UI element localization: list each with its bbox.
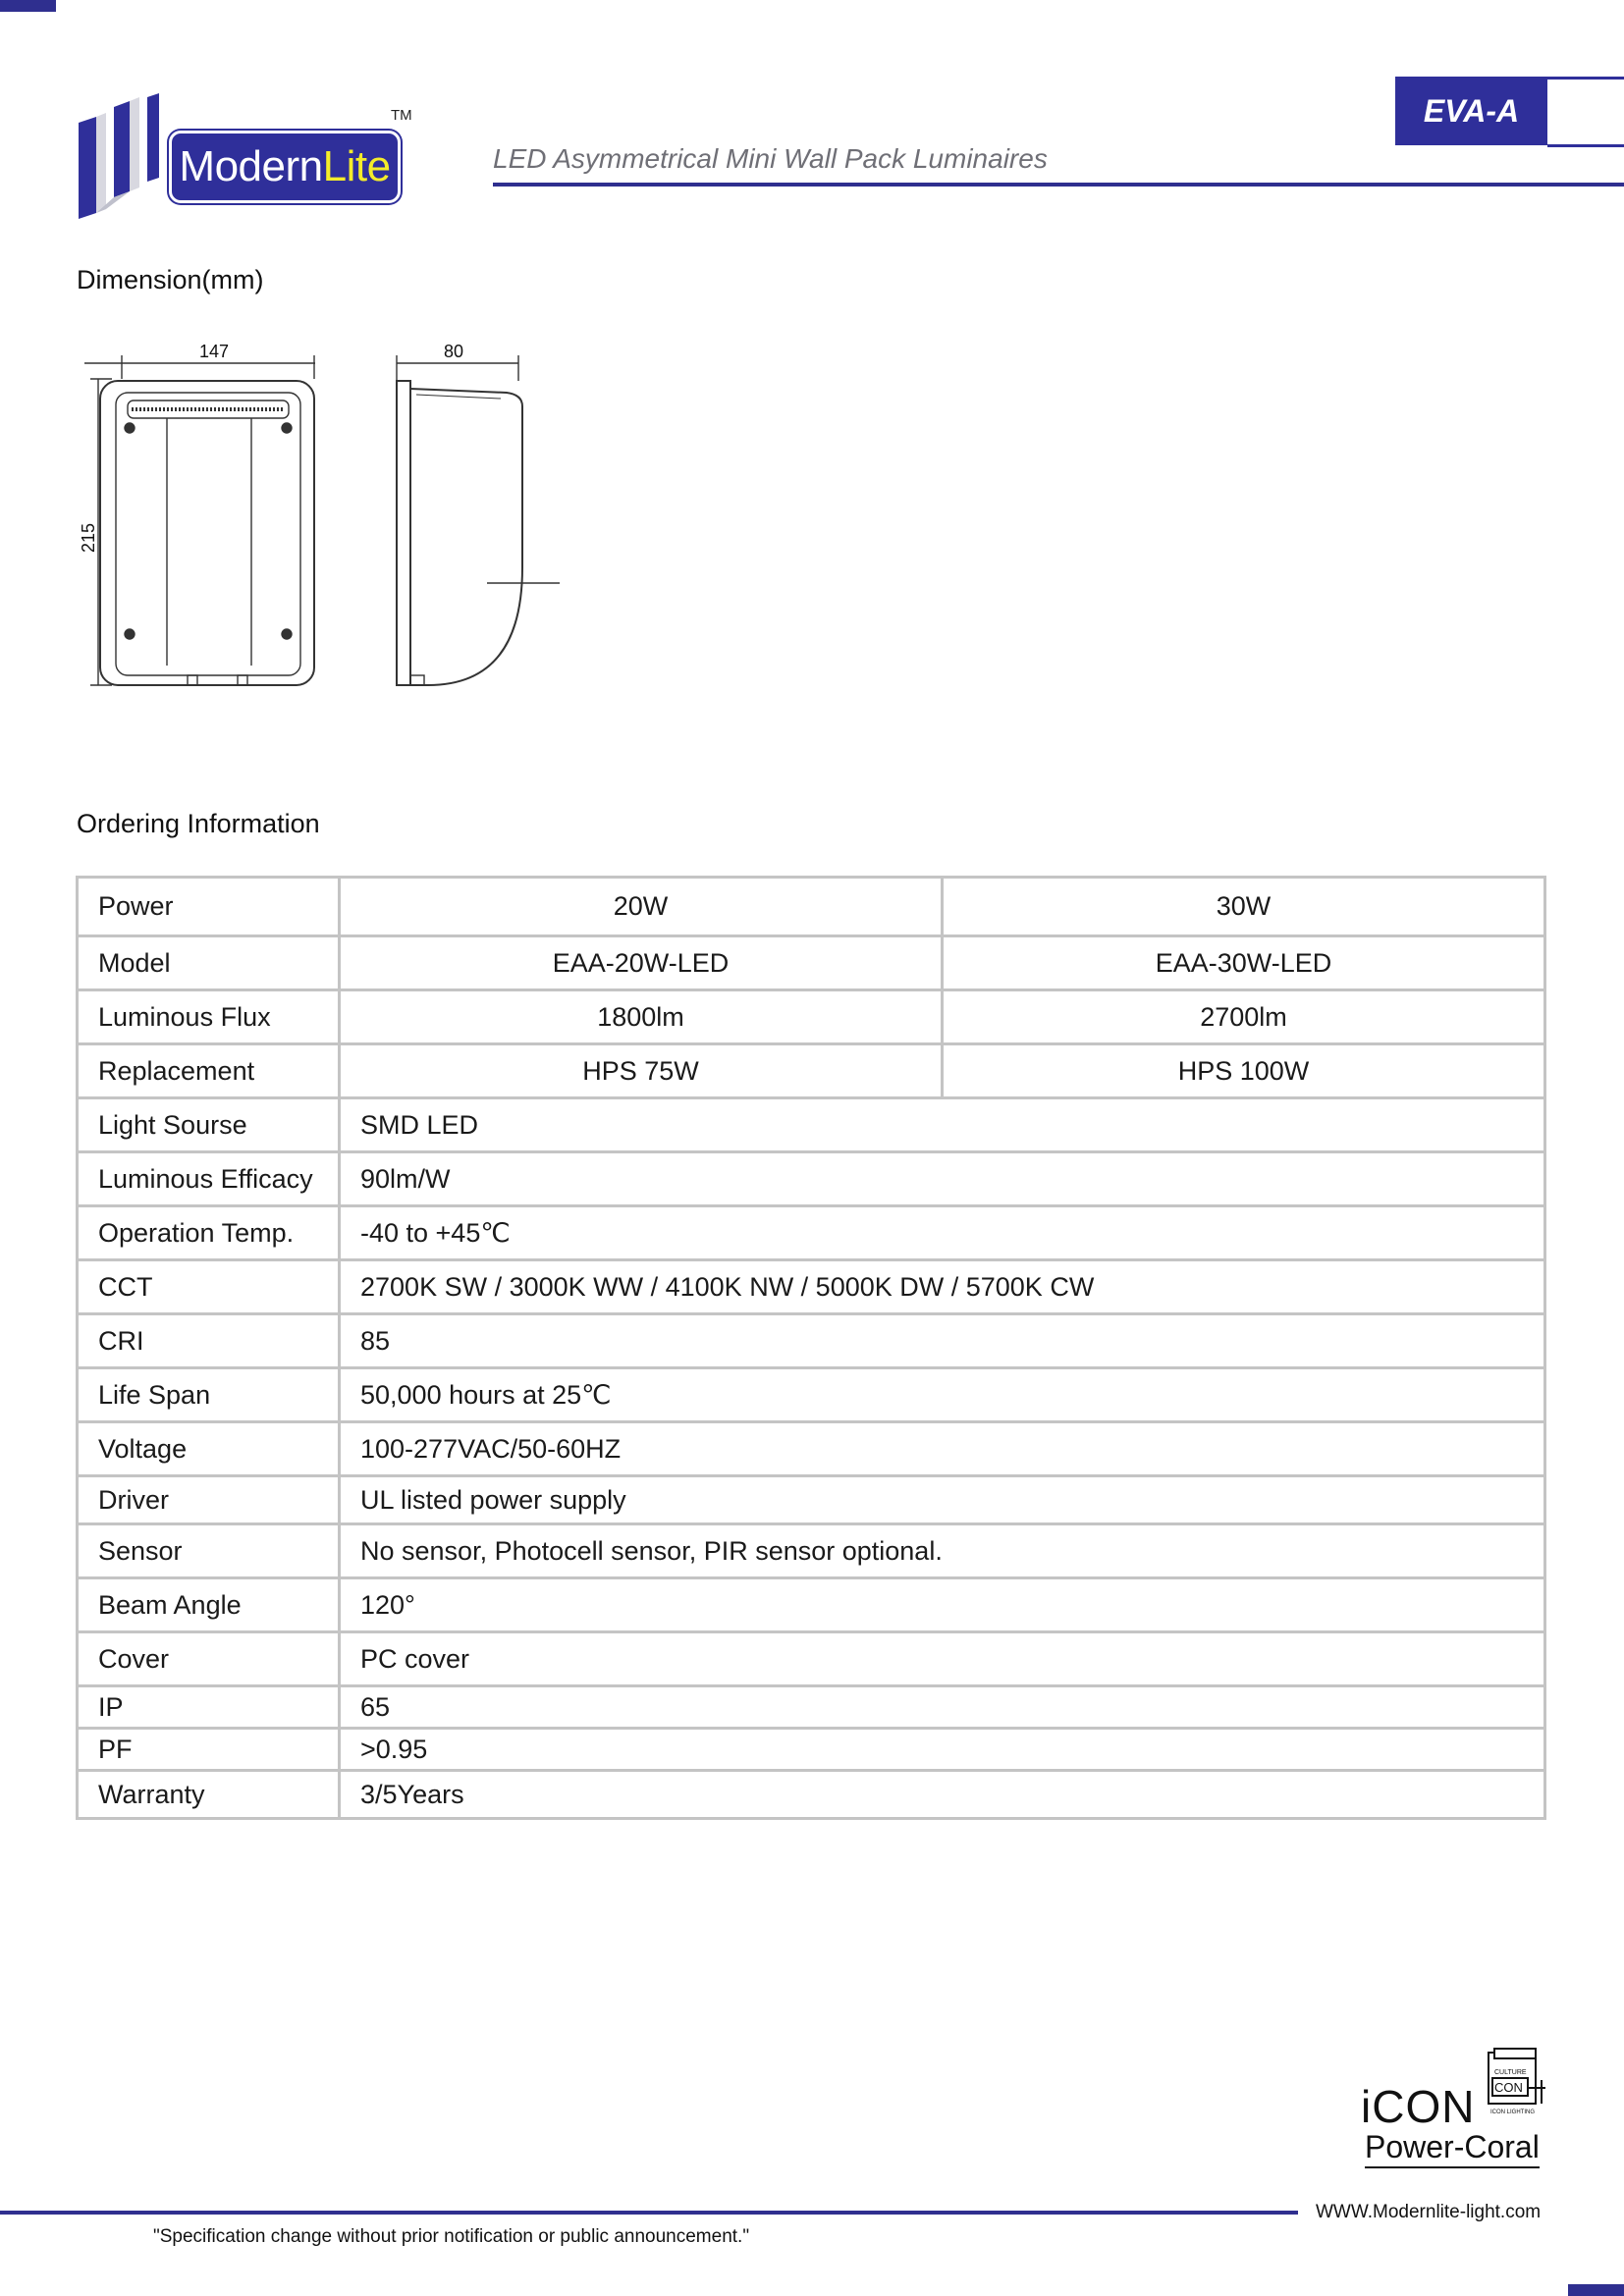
row-value: >0.95 bbox=[340, 1729, 1545, 1771]
row-value-30w: EAA-30W-LED bbox=[943, 936, 1545, 990]
table-row bbox=[78, 1524, 1545, 1578]
row-value: 120° bbox=[340, 1578, 1545, 1632]
svg-text:CULTURE: CULTURE bbox=[1494, 2069, 1527, 2076]
partner-name: iCON bbox=[1361, 2081, 1476, 2132]
row-value: 85 bbox=[340, 1314, 1545, 1368]
row-label: Beam Angle bbox=[78, 1578, 340, 1632]
row-value: UL listed power supply bbox=[340, 1476, 1545, 1524]
footer-rule bbox=[0, 2211, 1298, 2215]
table-row bbox=[78, 1729, 1545, 1771]
row-value: 90lm/W bbox=[340, 1152, 1545, 1206]
row-value-20w: EAA-20W-LED bbox=[340, 936, 943, 990]
row-value-20w: HPS 75W bbox=[340, 1044, 943, 1098]
row-label: Warranty bbox=[78, 1771, 340, 1819]
dimension-title: Dimension(mm) bbox=[77, 265, 264, 294]
row-value: No sensor, Photocell sensor, PIR sensor optional. bbox=[340, 1524, 1545, 1578]
logo-wordmark: ModernLite bbox=[169, 131, 401, 203]
product-code-outline bbox=[1547, 77, 1624, 147]
table-row bbox=[78, 1771, 1545, 1819]
website-link[interactable]: WWW.Modernlite-light.com bbox=[1316, 2202, 1542, 2222]
product-code: EVA-A bbox=[1395, 77, 1547, 145]
corner-accent-top bbox=[0, 0, 56, 12]
partner-mark-icon bbox=[1483, 2047, 1551, 2115]
row-value: -40 to +45℃ bbox=[340, 1206, 1545, 1260]
row-value: 2700K SW / 3000K WW / 4100K NW / 5000K DW / 5700K CW bbox=[340, 1260, 1545, 1314]
trademark-symbol: TM bbox=[391, 107, 412, 124]
row-label: Model bbox=[78, 936, 340, 990]
table-row bbox=[78, 1476, 1545, 1524]
row-value: SMD LED bbox=[340, 1098, 1545, 1152]
row-label: Luminous Efficacy bbox=[78, 1152, 340, 1206]
row-value-30w: 2700lm bbox=[943, 990, 1545, 1044]
row-label: Sensor bbox=[78, 1524, 340, 1578]
row-label: PF bbox=[78, 1729, 340, 1771]
dimension-drawing bbox=[75, 342, 585, 695]
row-label: Cover bbox=[78, 1632, 340, 1686]
table-row bbox=[78, 1314, 1545, 1368]
partner-subname: Power-Coral bbox=[1365, 2129, 1540, 2168]
disclaimer: "Specification change without prior notification or public announcement." bbox=[153, 2226, 750, 2247]
table-row bbox=[78, 1098, 1545, 1152]
table-row bbox=[78, 1152, 1545, 1206]
table-row bbox=[78, 1632, 1545, 1686]
height-label: 215 bbox=[79, 522, 98, 554]
row-value-30w: 30W bbox=[943, 878, 1545, 936]
row-label: Operation Temp. bbox=[78, 1206, 340, 1260]
table-row bbox=[78, 1422, 1545, 1476]
table-row bbox=[78, 990, 1545, 1044]
row-value-30w: HPS 100W bbox=[943, 1044, 1545, 1098]
row-value: PC cover bbox=[340, 1632, 1545, 1686]
depth-label: 80 bbox=[443, 342, 464, 361]
table-row bbox=[78, 1686, 1545, 1729]
row-label: Life Span bbox=[78, 1368, 340, 1422]
table-row bbox=[78, 1044, 1545, 1098]
svg-text:ICON LIGHTING: ICON LIGHTING bbox=[1490, 2109, 1536, 2115]
brand-logo bbox=[75, 93, 428, 221]
row-label: CCT bbox=[78, 1260, 340, 1314]
partner-brand bbox=[1361, 2047, 1549, 2164]
row-label: Luminous Flux bbox=[78, 990, 340, 1044]
row-label: IP bbox=[78, 1686, 340, 1729]
row-label: Power bbox=[78, 878, 340, 936]
row-label: Replacement bbox=[78, 1044, 340, 1098]
row-label: Driver bbox=[78, 1476, 340, 1524]
header-rule bbox=[493, 183, 1624, 187]
corner-accent-bottom bbox=[1568, 2284, 1624, 2296]
table-row bbox=[78, 1368, 1545, 1422]
row-value: 65 bbox=[340, 1686, 1545, 1729]
spec-table bbox=[76, 876, 1546, 1820]
product-subtitle: LED Asymmetrical Mini Wall Pack Luminaires bbox=[493, 143, 1048, 174]
table-row bbox=[78, 1260, 1545, 1314]
row-label: Light Sourse bbox=[78, 1098, 340, 1152]
svg-text:CON: CON bbox=[1494, 2080, 1523, 2095]
logo-bars-icon bbox=[75, 93, 173, 221]
ordering-title: Ordering Information bbox=[77, 809, 320, 838]
table-row bbox=[78, 936, 1545, 990]
row-label: CRI bbox=[78, 1314, 340, 1368]
table-row bbox=[78, 878, 1545, 936]
row-value: 50,000 hours at 25℃ bbox=[340, 1368, 1545, 1422]
row-value-20w: 1800lm bbox=[340, 990, 943, 1044]
row-value: 100-277VAC/50-60HZ bbox=[340, 1422, 1545, 1476]
row-value-20w: 20W bbox=[340, 878, 943, 936]
table-row bbox=[78, 1578, 1545, 1632]
row-label: Voltage bbox=[78, 1422, 340, 1476]
row-value: 3/5Years bbox=[340, 1771, 1545, 1819]
table-row bbox=[78, 1206, 1545, 1260]
width-label: 147 bbox=[198, 342, 230, 361]
